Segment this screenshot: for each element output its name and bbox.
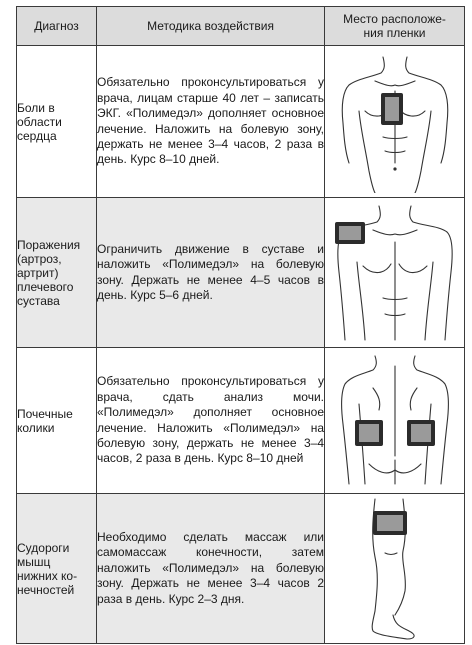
header-location — [325, 7, 465, 46]
diagnosis-line: колики — [17, 420, 55, 435]
diagnosis-line: Почечные — [17, 406, 73, 421]
header-method: Методика воздействия — [97, 7, 325, 46]
diagnosis-line: сустава — [17, 293, 60, 308]
header-diagnosis: Диагноз — [17, 7, 97, 46]
method-cell: Обязательно проконсультироваться у врача, лицам старше 40 лет – записать ЭКГ. «Полимедэл» дополняет основное лечение. Наложить на болевую зону, держать не менее 3–4 часов, 2 раза в день. Курс 8–10 дней. — [97, 46, 325, 198]
diagnosis-cell — [17, 494, 97, 644]
diagnosis-line: области — [17, 114, 62, 129]
back-illustration — [333, 352, 457, 490]
diagnosis-line: Поражения — [17, 237, 81, 252]
diagnosis-line: Судороги — [17, 540, 70, 555]
table-row — [17, 46, 465, 198]
diagnosis-cell — [17, 46, 97, 198]
header-location-line1: Место расположе- — [343, 12, 446, 26]
chest-illustration — [335, 51, 455, 193]
table-row — [17, 494, 465, 644]
table-header-row — [17, 7, 465, 46]
table-row — [17, 348, 465, 494]
diagnosis-line: (артроз, — [17, 251, 62, 266]
table-row — [17, 198, 465, 348]
method-cell: Обязательно проконсультироваться у врача, сдать анализ мочи. «Полимедэл» дополняет основное лечение. Наложить «Полимедэл» на болевую зону, держать не менее 3–4 часов, 2 раза в день. Курс 8–10 дней — [97, 348, 325, 494]
method-cell: Ограничить движение в суставе и наложить «Полимедэл» на болевую зону. Держать не менее 4–5 часов в день. Курс 5–6 дней. — [97, 198, 325, 348]
diagnosis-line: артрит) — [17, 265, 59, 280]
figure-cell — [325, 198, 465, 348]
diagnosis-cell — [17, 198, 97, 348]
diagnosis-line: сердца — [17, 128, 57, 143]
diagnosis-line: плечевого — [17, 279, 74, 294]
diagnosis-cell — [17, 348, 97, 494]
figure-cell — [325, 348, 465, 494]
method-cell: Необходимо сделать массаж или самомассаж конечности, затем наложить «Полимедэл» на болевую зону. Держать не менее 3–4 часов 2 раза в день. Курс 2–3 дня. — [97, 494, 325, 644]
diagnosis-line: нижних ко- — [17, 568, 78, 583]
diagnosis-line: Боли в — [17, 100, 55, 115]
header-location-line2: ния пленки — [363, 26, 426, 40]
figure-cell — [325, 494, 465, 644]
leg-illustration — [345, 497, 445, 641]
figure-cell — [325, 46, 465, 198]
diagnosis-line: нечностей — [17, 582, 75, 597]
shoulder-illustration — [329, 202, 461, 344]
treatment-table — [16, 6, 465, 644]
diagnosis-line: мышц — [17, 554, 51, 569]
